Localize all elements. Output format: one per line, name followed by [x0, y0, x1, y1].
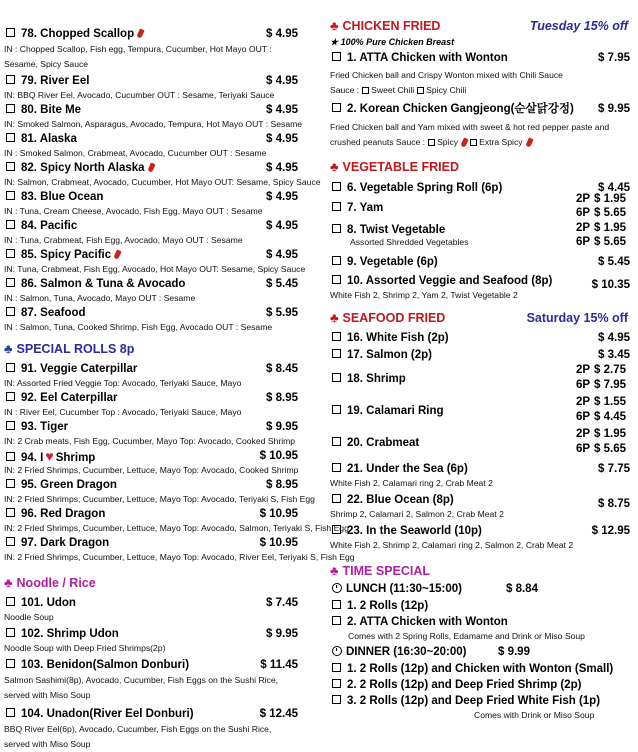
checkbox[interactable] — [332, 405, 341, 414]
item-name: 1. ATTA Chicken with Wonton — [347, 52, 508, 64]
chicken-subtitle: ★ 100% Pure Chicken Breast — [330, 37, 455, 47]
menu-item[interactable] — [330, 193, 634, 222]
chili-icon — [136, 29, 144, 39]
tuesday-promo: Tuesday 15% off — [529, 19, 628, 33]
checkbox[interactable] — [6, 628, 15, 637]
sushi-roll-list — [4, 0, 321, 333]
item-name: 19. Calamari Ring — [347, 405, 444, 417]
checkbox[interactable] — [6, 75, 15, 84]
dinner-description: Comes with Drink or Miso Soup — [474, 710, 595, 720]
menu-item[interactable] — [4, 361, 302, 389]
lunch-option[interactable] — [330, 614, 634, 630]
time-special-title: TIME SPECIAL — [342, 564, 431, 578]
checkbox[interactable] — [332, 600, 341, 609]
item-name: 85. Spicy Pacific — [21, 249, 112, 261]
club-icon: ♣ — [4, 341, 13, 356]
item-description: IN: 2 Crab meats, Fish Egg, Cucumber, Mayo Top: Avocado, Cooked Shrimp — [4, 436, 296, 446]
item-name: 83. Blue Ocean — [21, 191, 104, 203]
sauce-option: Sweet Chili — [371, 85, 415, 95]
checkbox[interactable] — [428, 139, 435, 146]
club-icon: ♣ — [330, 563, 339, 578]
club-icon: ♣ — [330, 310, 339, 325]
checkbox[interactable] — [332, 52, 341, 61]
item-name: 17. Salmon (2p) — [347, 349, 432, 361]
item-description: IN: BBQ River Eel, Avocado, Cucumber OUT : Sesame, Teriyaki Sauce — [4, 90, 275, 100]
checkbox[interactable] — [6, 162, 15, 171]
item-price: $ 7.95 — [598, 52, 630, 64]
item-name: 7. Yam — [347, 202, 384, 214]
item-description: IN: Smoked Salmon, Asparagus, Avocado, Tempura, Hot Mayo OUT : Sesame — [4, 119, 303, 129]
item-name: 18. Shrimp — [347, 373, 406, 385]
item-description: Assorted Shredded Vegetables — [350, 237, 469, 247]
item-price: $ 9.95 — [266, 628, 298, 640]
dinner-row — [330, 644, 634, 661]
portion-label: 6P — [575, 411, 591, 423]
menu-item[interactable] — [330, 427, 634, 459]
checkbox[interactable] — [332, 616, 341, 625]
item-name: 23. In the Seaworld (10p) — [347, 525, 482, 537]
item-price: $ 9.95 — [266, 421, 298, 433]
item-price: $ 7.95 — [594, 379, 626, 391]
item-description: Fried Chicken ball and Crispy Wonton mixed with Chili Sauce — [330, 70, 563, 80]
checkbox[interactable] — [332, 373, 341, 382]
item-name: 16. White Fish (2p) — [347, 332, 449, 344]
item-name: 95. Green Dragon — [21, 479, 117, 491]
item-name: 92. Eel Caterpillar — [21, 392, 118, 404]
chili-icon — [525, 138, 533, 148]
item-price: $ 4.95 — [266, 104, 298, 116]
item-description: BBQ River Eel(6p), Avocado, Cucumber, Fish Eggs on the Sushi Rice, served with Miso Soup — [4, 724, 272, 749]
item-name: 94. I — [21, 452, 44, 464]
menu-item[interactable] — [4, 477, 315, 505]
seafood-fried-header — [330, 308, 634, 328]
item-name: 84. Pacific — [21, 220, 78, 232]
option-label: 2. ATTA Chicken with Wonton — [347, 616, 508, 628]
sauce-label: Sauce : — [330, 85, 360, 95]
portion-label: 2P — [575, 428, 591, 440]
item-price: $ 4.95 — [266, 28, 298, 40]
checkbox[interactable] — [6, 191, 15, 200]
chili-icon — [147, 163, 155, 173]
checkbox[interactable] — [6, 363, 15, 372]
item-name: 20. Crabmeat — [347, 437, 420, 449]
item-description: Shrimp 2, Calamari 2, Salmon 2, Crab Meat 2 — [330, 509, 504, 519]
item-price: $ 1.55 — [594, 396, 626, 408]
checkbox[interactable] — [6, 508, 15, 517]
menu-item[interactable] — [330, 330, 634, 346]
item-price: $ 12.45 — [259, 708, 298, 720]
portion-label: 2P — [575, 364, 591, 376]
item-description: IN : Tuna, Cream Cheese, Avocado, Fish Egg, Mayo OUT : Sesame — [4, 206, 263, 216]
menu-item[interactable] — [330, 273, 634, 301]
heart-icon: ♥ — [45, 448, 54, 464]
menu-item[interactable] — [330, 101, 634, 150]
checkbox[interactable] — [6, 392, 15, 401]
item-price: $ 1.95 — [594, 193, 626, 205]
vegetable-fried-header — [330, 157, 634, 177]
menu-item[interactable] — [4, 535, 355, 563]
item-description: IN : Tuna, Crabmeat, Fish Egg, Avocado, Mayo OUT : Sesame — [4, 235, 243, 245]
item-description: White Fish 2, Shrimp 2, Yam 2, Twist Vegetable 2 — [330, 290, 518, 300]
item-description: IN: 2 Fried Shrimps, Cucumber, Lettuce, Mayo Top: Avocado, Cooked Shrimp — [4, 465, 299, 475]
menu-item[interactable] — [4, 218, 302, 246]
menu-item[interactable] — [4, 390, 302, 418]
portion-label: 6P — [575, 236, 591, 248]
option-label: 3. 2 Rolls (12p) and Deep Fried White Fish (1p) — [347, 695, 601, 707]
dinner-option[interactable] — [330, 693, 634, 709]
item-description: IN: 2 Fried Shrimps, Cucumber, Lettuce, Mayo Top: Avocado, River Eel, Teriyaki S, Fish Egg — [4, 552, 355, 562]
noodle-rice-header — [4, 573, 302, 593]
item-price: $ 8.95 — [266, 479, 298, 491]
checkbox[interactable] — [6, 479, 15, 488]
checkbox[interactable] — [332, 679, 341, 688]
item-name: 97. Dark Dragon — [21, 537, 110, 549]
club-icon: ♣ — [4, 575, 13, 590]
item-name: 22. Blue Ocean (8p) — [347, 494, 454, 506]
item-price: $ 7.75 — [598, 463, 630, 475]
item-price: $ 4.95 — [266, 191, 298, 203]
menu-item[interactable] — [330, 492, 634, 520]
portion-label: 6P — [575, 443, 591, 455]
portion-label: 6P — [575, 207, 591, 219]
item-price: $ 9.95 — [598, 103, 630, 115]
item-description: IN : Smoked Salmon, Crabmeat, Avocado, Cucumber OUT : Sesame — [4, 148, 267, 158]
menu-item[interactable] — [330, 395, 634, 427]
chili-icon — [113, 250, 121, 260]
portion-label: 2P — [575, 222, 591, 234]
item-price: $ 5.95 — [266, 307, 298, 319]
lunch-label: LUNCH (11:30~15:00) — [346, 583, 463, 595]
menu-item[interactable] — [4, 131, 302, 159]
menu-item[interactable] — [330, 523, 634, 551]
menu-item[interactable] — [4, 276, 302, 304]
checkbox[interactable] — [332, 494, 341, 503]
menu-item[interactable] — [4, 26, 302, 72]
menu-item[interactable] — [330, 254, 634, 270]
seafood-fried-title: SEAFOOD FRIED — [342, 311, 446, 325]
checkbox[interactable] — [332, 256, 341, 265]
saturday-promo: Saturday 15% off — [526, 311, 628, 325]
item-description: IN: Salmon, Crabmeat, Avocado, Cucumber, Hot Mayo OUT: Sesame, Spicy Sauce — [4, 177, 321, 187]
item-price: $ 8.75 — [598, 498, 630, 510]
item-name: 91. Veggie Caterpillar — [21, 363, 138, 375]
item-price: $ 2.75 — [594, 364, 626, 376]
item-description: IN : Salmon, Tuna, Cooked Shrimp, Fish Egg, Avocado OUT : Sesame — [4, 322, 273, 332]
item-price: $ 10.95 — [259, 450, 298, 462]
checkbox[interactable] — [6, 597, 15, 606]
item-price: $ 4.45 — [598, 182, 630, 194]
checkbox[interactable] — [417, 87, 424, 94]
menu-item[interactable] — [4, 657, 302, 703]
item-price: $ 4.45 — [594, 411, 626, 423]
special-rolls-header — [4, 339, 302, 359]
sauce-option: Spicy — [437, 137, 459, 147]
checkbox[interactable] — [6, 104, 15, 113]
item-price: $ 4.95 — [266, 249, 298, 261]
portion-label: 2P — [575, 396, 591, 408]
option-label: 1. 2 Rolls (12p) and Chicken with Wonton (Small) — [347, 663, 614, 675]
option-label: 2. 2 Rolls (12p) and Deep Fried Shrimp (2p) — [347, 679, 582, 691]
item-name-suffix: Shrimp — [55, 452, 96, 464]
item-price: $ 4.95 — [266, 220, 298, 232]
item-price: $ 5.65 — [594, 443, 626, 455]
chili-icon — [460, 138, 468, 148]
item-description: IN: Tuna, Crabmeat, Fish Egg, Avocado, Hot Mayo OUT: Sesame, Spicy Sauce — [4, 264, 306, 274]
item-name: 78. Chopped Scallop — [21, 28, 135, 40]
checkbox[interactable] — [332, 182, 341, 191]
item-price: $ 4.95 — [266, 75, 298, 87]
dinner-price: $ 9.99 — [498, 646, 530, 658]
special-rolls-title: SPECIAL ROLLS 8p — [16, 342, 135, 356]
item-name: 79. River Eel — [21, 75, 90, 87]
item-name: 103. Benidon(Salmon Donburi) — [21, 659, 190, 671]
item-name: 2. Korean Chicken Gangjeong(순살닭강정) — [347, 103, 574, 115]
item-name: 96. Red Dragon — [21, 508, 106, 520]
dinner-option[interactable] — [330, 661, 634, 677]
item-name: 102. Shrimp Udon — [21, 628, 119, 640]
vegetable-fried-title: VEGETABLE FRIED — [342, 160, 459, 174]
menu-item[interactable] — [4, 448, 302, 476]
option-label: 1. 2 Rolls (12p) — [347, 600, 429, 612]
item-price: $ 8.45 — [266, 363, 298, 375]
noodle-rice-list — [4, 595, 302, 752]
checkbox[interactable] — [6, 708, 15, 717]
item-price: $ 4.95 — [266, 133, 298, 145]
clock-icon — [332, 646, 342, 656]
lunch-price: $ 8.84 — [506, 583, 538, 595]
menu-item[interactable] — [4, 160, 321, 188]
item-price: $ 7.45 — [266, 597, 298, 609]
item-name: 9. Vegetable (6p) — [347, 256, 438, 268]
time-special-header — [330, 561, 634, 581]
item-price: $ 10.95 — [259, 508, 298, 520]
description-text: Fried Chicken ball and Yam mixed with sweet & hot red pepper paste and crushed peanuts Sauce : — [330, 122, 610, 147]
menu-item[interactable] — [4, 595, 302, 623]
noodle-rice-title: Noodle / Rice — [16, 576, 96, 590]
item-name: 10. Assorted Veggie and Seafood (8p) — [347, 275, 553, 287]
item-description: Noodle Soup — [4, 612, 54, 622]
item-description: IN : River Eel, Cucumber Top : Avocado, Teriyaki Sauce, Mayo — [4, 407, 242, 417]
item-price: $ 4.95 — [266, 162, 298, 174]
left-column — [4, 0, 355, 752]
checkbox[interactable] — [332, 525, 341, 534]
checkbox[interactable] — [332, 349, 341, 358]
item-description: Salmon Sashimi(8p), Avocado, Cucumber, Fish Eggs on the Sushi Rice, served with Miso Soup — [4, 675, 279, 700]
menu-item[interactable] — [4, 419, 302, 447]
checkbox[interactable] — [332, 695, 341, 704]
item-description: IN: 2 Fried Shrimps, Cucumber, Lettuce, Mayo Top: Avocado, Teriyaki S, Fish Egg — [4, 494, 315, 504]
menu-item[interactable] — [330, 461, 634, 489]
checkbox[interactable] — [470, 139, 477, 146]
item-description — [330, 120, 626, 150]
sauce-option: Extra Spicy — [479, 137, 523, 147]
item-name: 8. Twist Vegetable — [347, 224, 446, 236]
item-name: 81. Alaska — [21, 133, 77, 145]
menu-item[interactable] — [330, 363, 634, 395]
chicken-fried-title: CHICKEN FRIED — [342, 19, 441, 33]
menu-item[interactable] — [4, 73, 302, 101]
item-name: 101. Udon — [21, 597, 76, 609]
club-icon: ♣ — [330, 18, 339, 33]
checkbox[interactable] — [6, 659, 15, 668]
menu-item[interactable] — [4, 506, 349, 534]
item-name: 104. Unadon(River Eel Donburi) — [21, 708, 194, 720]
checkbox[interactable] — [332, 663, 341, 672]
item-name: 86. Salmon & Tuna & Avocado — [21, 278, 186, 290]
clock-icon — [332, 583, 342, 593]
checkbox[interactable] — [332, 103, 341, 112]
item-price: $ 10.35 — [591, 279, 630, 291]
lunch-option[interactable] — [330, 598, 634, 614]
item-description: Noodle Soup with Deep Fried Shrimps(2p) — [4, 643, 166, 653]
menu-item[interactable] — [4, 189, 302, 217]
item-name: 6. Vegetable Spring Roll (6p) — [347, 182, 503, 194]
item-price: $ 5.65 — [594, 207, 626, 219]
menu-item[interactable] — [4, 102, 302, 130]
item-price: $ 12.95 — [591, 525, 630, 537]
right-column — [330, 16, 634, 721]
item-price: $ 10.95 — [259, 537, 298, 549]
menu-item[interactable] — [4, 706, 302, 752]
item-price: $ 1.95 — [594, 222, 626, 234]
item-price: $ 11.45 — [260, 659, 298, 671]
checkbox[interactable] — [332, 224, 341, 233]
dinner-label: DINNER (16:30~20:00) — [346, 646, 467, 658]
lunch-row — [330, 581, 634, 598]
item-price: $ 5.65 — [594, 236, 626, 248]
sauce-option: Spicy Chili — [426, 85, 467, 95]
checkbox[interactable] — [332, 332, 341, 341]
item-price: $ 8.95 — [266, 392, 298, 404]
checkbox[interactable] — [332, 202, 341, 211]
checkbox[interactable] — [332, 463, 341, 472]
checkbox[interactable] — [362, 87, 369, 94]
menu-item[interactable] — [4, 626, 302, 654]
item-description: White Fish 2, Shrimp 2, Calamari ring 2, Salmon 2, Crab Meat 2 — [330, 540, 574, 550]
lunch-description: Comes with 2 Spring Rolls, Edamame and Drink or Miso Soup — [348, 631, 585, 641]
item-price: $ 4.95 — [598, 332, 630, 344]
checkbox[interactable] — [6, 28, 15, 37]
menu-item[interactable] — [4, 247, 306, 275]
special-rolls-list — [4, 361, 355, 563]
item-description: IN: 2 Fried Shrimps, Cucumber, Lettuce, Mayo Top: Avocado, Salmon, Teriyaki S, Fish Egg — [4, 523, 349, 533]
menu-item[interactable] — [330, 50, 634, 96]
checkbox[interactable] — [6, 537, 15, 546]
item-price: $ 5.45 — [266, 278, 298, 290]
item-price: $ 3.45 — [598, 349, 630, 361]
item-name: 21. Under the Sea (6p) — [347, 463, 468, 475]
sauce-options — [330, 84, 634, 96]
item-name: 93. Tiger — [21, 421, 69, 433]
checkbox[interactable] — [332, 275, 341, 284]
dinner-option[interactable] — [330, 677, 634, 693]
item-name: 80. Bite Me — [21, 104, 82, 116]
checkbox[interactable] — [6, 421, 15, 430]
checkbox[interactable] — [6, 220, 15, 229]
checkbox[interactable] — [6, 133, 15, 142]
item-name: 82. Spicy North Alaska — [21, 162, 145, 174]
checkbox[interactable] — [6, 249, 15, 258]
item-description: IN: Assorted Fried Veggie Top: Avocado, Teriyaki Sauce, Mayo — [4, 378, 242, 388]
menu-item[interactable] — [330, 347, 634, 363]
club-icon: ♣ — [330, 159, 339, 174]
checkbox[interactable] — [332, 437, 341, 446]
item-description: IN : Chopped Scallop, Fish egg, Tempura, Cucumber, Hot Mayo OUT : Sesame, Spicy Sauce — [4, 44, 272, 69]
checkbox[interactable] — [6, 452, 15, 461]
item-name: 87. Seafood — [21, 307, 86, 319]
item-price: $ 5.45 — [598, 256, 630, 268]
item-description: IN : Salmon, Tuna, Avocado, Mayo OUT : Sesame — [4, 293, 196, 303]
item-price: $ 1.95 — [594, 428, 626, 440]
menu-item[interactable] — [4, 305, 302, 333]
chicken-fried-header — [330, 16, 634, 36]
checkbox[interactable] — [6, 307, 15, 316]
item-description: White Fish 2, Calamari ring 2, Crab Meat 2 — [330, 478, 493, 488]
checkbox[interactable] — [6, 278, 15, 287]
portion-label: 2P — [575, 193, 591, 205]
portion-label: 6P — [575, 379, 591, 391]
menu-item[interactable] — [330, 222, 634, 251]
